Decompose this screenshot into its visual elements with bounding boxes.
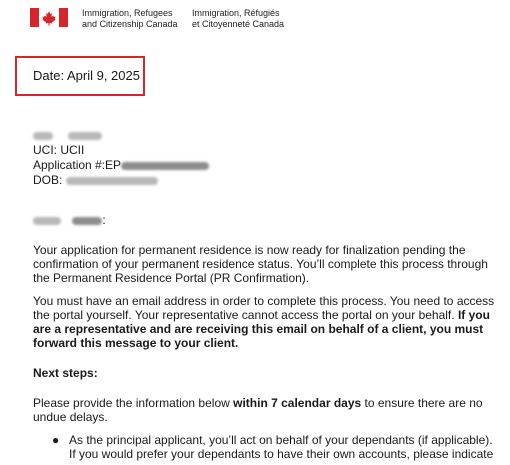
paragraph-email-requirement (33, 294, 498, 350)
redacted-last-name (68, 132, 102, 140)
applicant-name (33, 128, 209, 143)
letter-date: Date: April 9, 2025 (33, 68, 140, 83)
paragraph-representative-notice: If you are a representative and are receiving this email on behalf of a client, you must forward this message to your client. (33, 308, 490, 350)
application-number-label: Application #:EP (33, 158, 122, 172)
paragraph-email-text: You must have an email address in order to complete this process. You need to access the portal yourself. Your representative cannot access the portal on your behalf. (33, 294, 495, 322)
paragraph-deadline (33, 396, 498, 424)
salutation (33, 213, 106, 227)
redacted-dob (66, 177, 158, 185)
paragraph-finalization: Your application for permanent residence is now ready for finalization pending the confirmation of your permanent residence status. You’ll complete this process through the Permanent Residence Portal (PR Confirmation). (33, 243, 488, 285)
redacted-salutation-first (33, 217, 61, 225)
redacted-salutation-last (72, 217, 102, 225)
next-steps-list (33, 433, 498, 461)
list-item-text: As the principal applicant, you’ll act on behalf of your dependants (if applicable). If you would prefer your dependants to have their own accounts, please indicate (69, 433, 494, 461)
salutation-suffix: : (102, 213, 106, 227)
department-fr-line1: Immigration, Réfugiés (192, 8, 280, 18)
uci-line: UCI: UCII (33, 143, 85, 157)
department-fr-line2: et Citoyenneté Canada (192, 19, 285, 29)
canada-flag-icon (30, 8, 68, 27)
department-name-french (192, 8, 284, 30)
department-en-line2: and Citizenship Canada (82, 19, 178, 29)
list-item (33, 433, 498, 461)
application-number-line (33, 158, 209, 173)
dob-line (33, 173, 209, 188)
redacted-application-number (121, 162, 209, 170)
paragraph-deadline-before: Please provide the information below (33, 396, 234, 410)
next-steps-heading: Next steps: (33, 366, 98, 380)
paragraph-deadline-after: to ensure there are no undue delays. (33, 396, 483, 424)
department-name-english (82, 8, 178, 30)
dob-label: DOB: (33, 173, 66, 187)
redacted-first-name (33, 132, 53, 140)
department-en-line1: Immigration, Refugees (82, 8, 173, 18)
applicant-info (33, 128, 209, 188)
bullet-icon: ● (52, 433, 60, 447)
paragraph-deadline-bold: within 7 calendar days (233, 396, 362, 410)
